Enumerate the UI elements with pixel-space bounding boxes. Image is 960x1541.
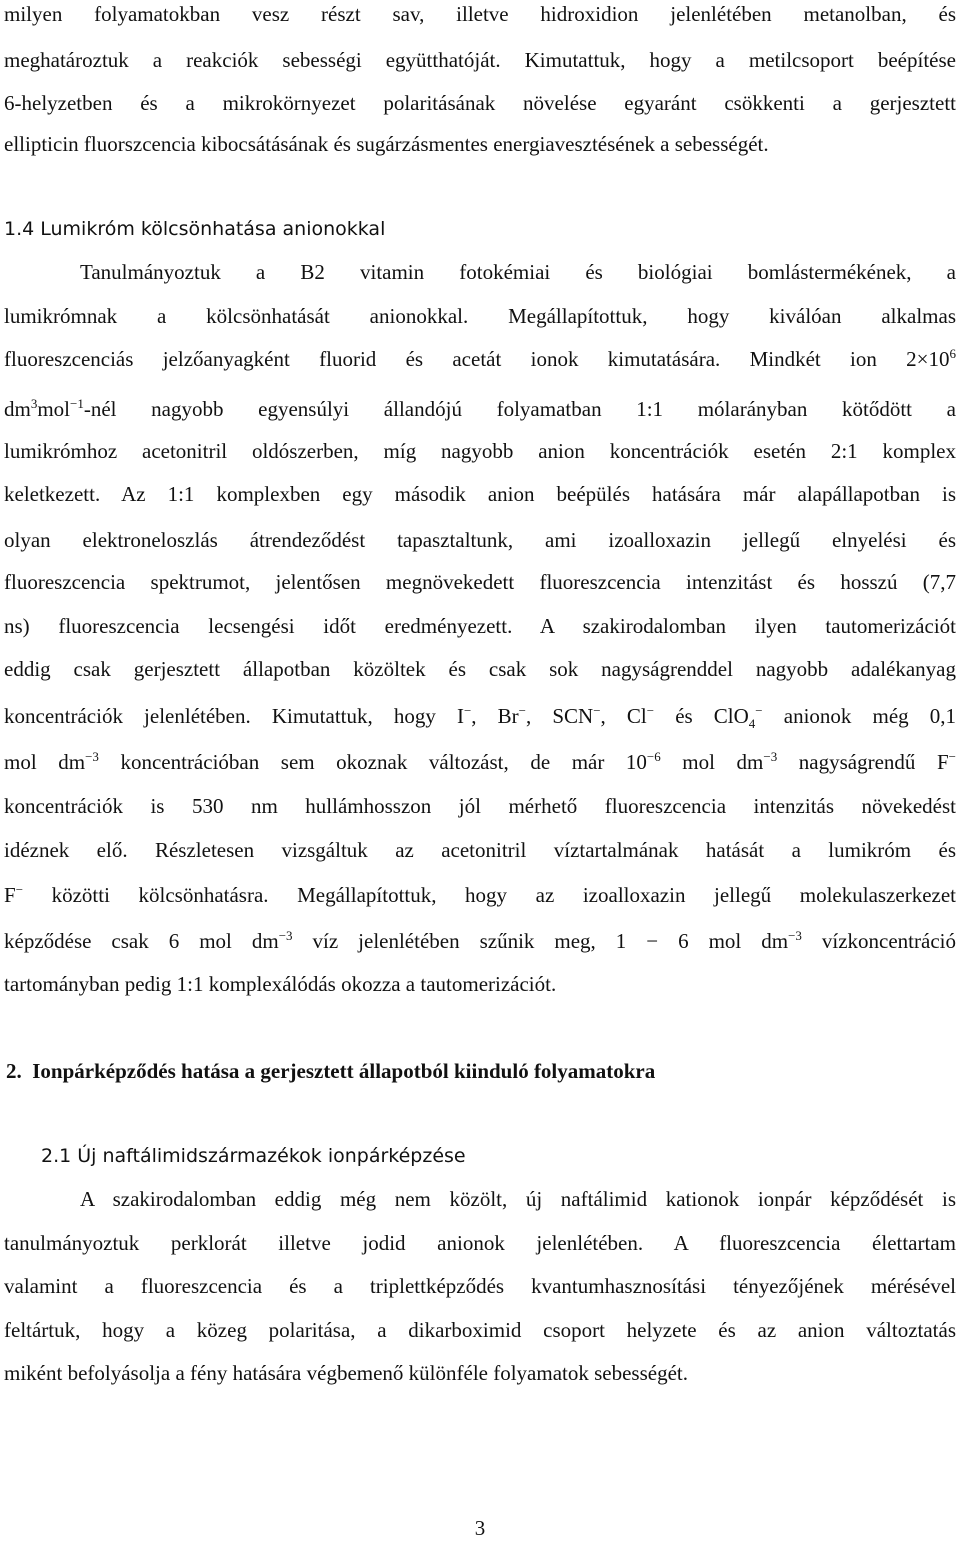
paragraph-line: mol $dm^{-3}$ koncentrációban sem okoznak változást, de már $10^{-6}$ mol $dm^{-3}$ nagyságrendű F− — [4, 749, 956, 774]
paragraph-line: miként befolyásolja a fény hatására végbemenő különféle folyamatok sebességét. — [4, 1361, 688, 1385]
paragraph-line: tartományban pedig 1:1 komplexálódás okozza a tautomerizációt. — [4, 972, 557, 996]
paragraph-line: koncentrációk is 530 nm hullámhosszon jól mérhető fluoreszcencia intenzitás növekedést — [4, 794, 956, 818]
paragraph-line: fluoreszcenciás jelzőanyagként fluorid és acetát ionok kimutatására. Mindkét ion $2\times 10^6$ — [4, 346, 956, 371]
paragraph-line: ellipticin fluorszcencia kibocsátásának és sugárzásmentes energiavesztésének a sebességét. — [4, 132, 769, 156]
paragraph-line: koncentrációk jelenlétében. Kimutattuk, hogy I−, Br−, SCN−, Cl− és ClO$_4$− anionok még 0,1 — [4, 703, 957, 732]
paragraph-line: 6-helyzetben és a mikrokörnyezet polaritásának növelése egyaránt csökkenti a gerjesztett — [4, 91, 956, 115]
paragraph-line: fluoreszcencia spektrumot, jelentősen megnövekedett fluoreszcencia intenzitást és hosszú (7,7 — [4, 570, 956, 594]
paragraph-line: $dm^3mol^{-1}$-nél nagyobb egyensúlyi állandójú folyamatban 1:1 mólarányban kötődött a — [4, 396, 956, 421]
section-heading-2: 2. Ionpárképződés hatása a gerjesztett állapotból kiinduló folyamatokra — [6, 1059, 656, 1083]
paragraph-line: milyen folyamatokban vesz részt sav, illetve hidroxidion jelenlétében metanolban, és — [4, 2, 956, 26]
paragraph-line: idéznek elő. Részletesen vizsgáltuk az acetonitril víztartalmának hatását a lumikróm és — [4, 838, 956, 862]
section-heading-1-4: 1.4 Lumikróm kölcsönhatása anionokkal — [4, 218, 386, 240]
paragraph-line: A szakirodalomban eddig még nem közölt, új naftálimid kationok ionpár képződését is — [80, 1187, 956, 1211]
paragraph-line: meghatároztuk a reakciók sebességi együtthatóját. Kimutattuk, hogy a metilcsoport beépítése — [4, 48, 956, 72]
paragraph-line: képződése csak 6 mol $dm^{-3}$ víz jelenlétében szűnik meg, 1 − 6 mol $dm^{-3}$ vízkoncentráció — [4, 928, 956, 953]
paragraph-line: lumikrómnak a kölcsönhatását anionokkal. Megállapítottuk, hogy kiválóan alkalmas — [4, 304, 956, 328]
paragraph-line: valamint a fluoreszcencia és a triplettképződés kvantumhasznosítási tényezőjének mérésével — [4, 1274, 956, 1298]
paragraph-line: feltártuk, hogy a közeg polaritása, a dikarboximid csoport helyzete és az anion változtatás — [4, 1318, 956, 1342]
paragraph-line: eddig csak gerjesztett állapotban közöltek és csak sok nagyságrenddel nagyobb adalékanyag — [4, 657, 956, 681]
section-heading-2-1: 2.1 Új naftálimidszármazékok ionpárképzése — [41, 1145, 466, 1167]
paragraph-line: tanulmányoztuk perklorát illetve jodid anionok jelenlétében. A fluoreszcencia élettartam — [4, 1231, 956, 1255]
paragraph-line: keletkezett. Az 1:1 komplexben egy második anion beépülés hatására már alapállapotban is — [4, 482, 956, 506]
paragraph-line: olyan elektroneloszlás átrendeződést tapasztaltunk, ami izoalloxazin jellegű elnyelési és — [4, 528, 956, 552]
paragraph-line: Tanulmányoztuk a B2 vitamin fotokémiai és biológiai bomlástermékének, a — [80, 260, 956, 284]
paragraph-line: F− közötti kölcsönhatásra. Megállapítottuk, hogy az izoalloxazin jellegű molekulaszerkezet — [4, 882, 956, 907]
paragraph-line: lumikrómhoz acetonitril oldószerben, míg nagyobb anion koncentrációk esetén 2:1 komplex — [4, 439, 956, 463]
paragraph-line: ns) fluoreszcencia lecsengési időt eredményezett. A szakirodalomban ilyen tautomerizációt — [4, 614, 956, 638]
page-number: 3 — [474, 1516, 486, 1540]
